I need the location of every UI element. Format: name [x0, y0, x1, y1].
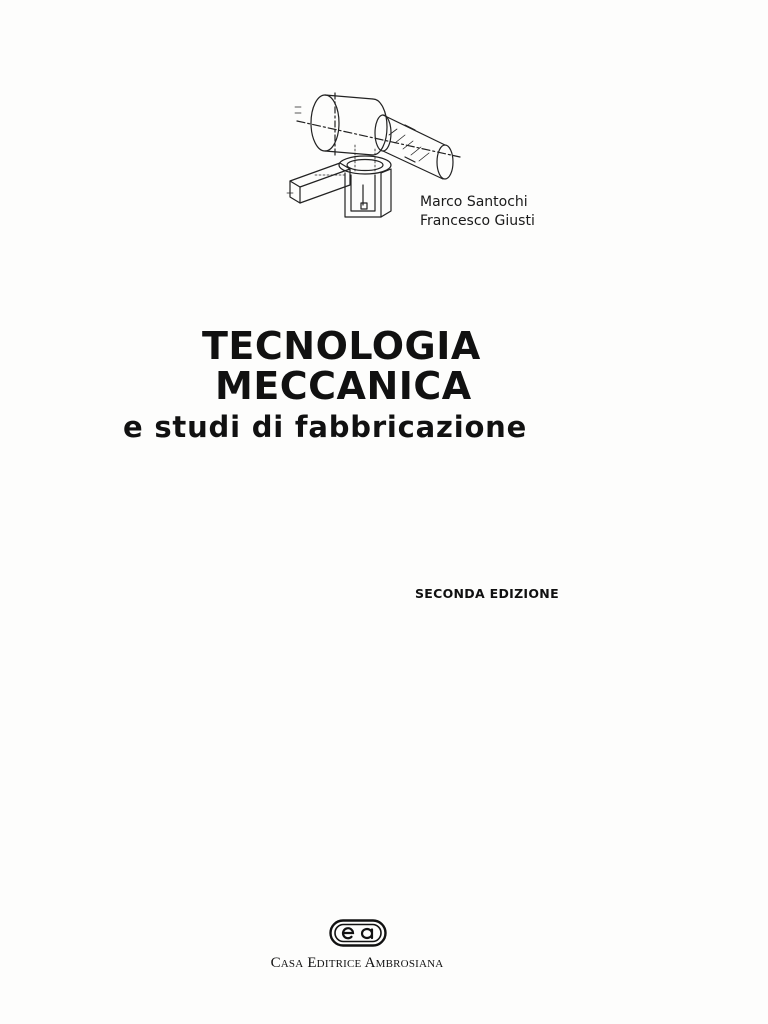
title-line-1: TECNOLOGIA: [202, 324, 481, 368]
edition-label: SECONDA EDIZIONE: [415, 586, 559, 601]
author-name: Marco Santochi: [420, 194, 528, 210]
publisher-name: Casa Editrice Ambrosiana: [270, 955, 444, 971]
author-name: Francesco Giusti: [420, 213, 535, 229]
subtitle: e studi di fabbricazione: [123, 410, 528, 444]
publisher-logo-icon: [329, 919, 387, 947]
title-line-2: MECCANICA: [215, 364, 472, 408]
authors: [420, 193, 535, 231]
